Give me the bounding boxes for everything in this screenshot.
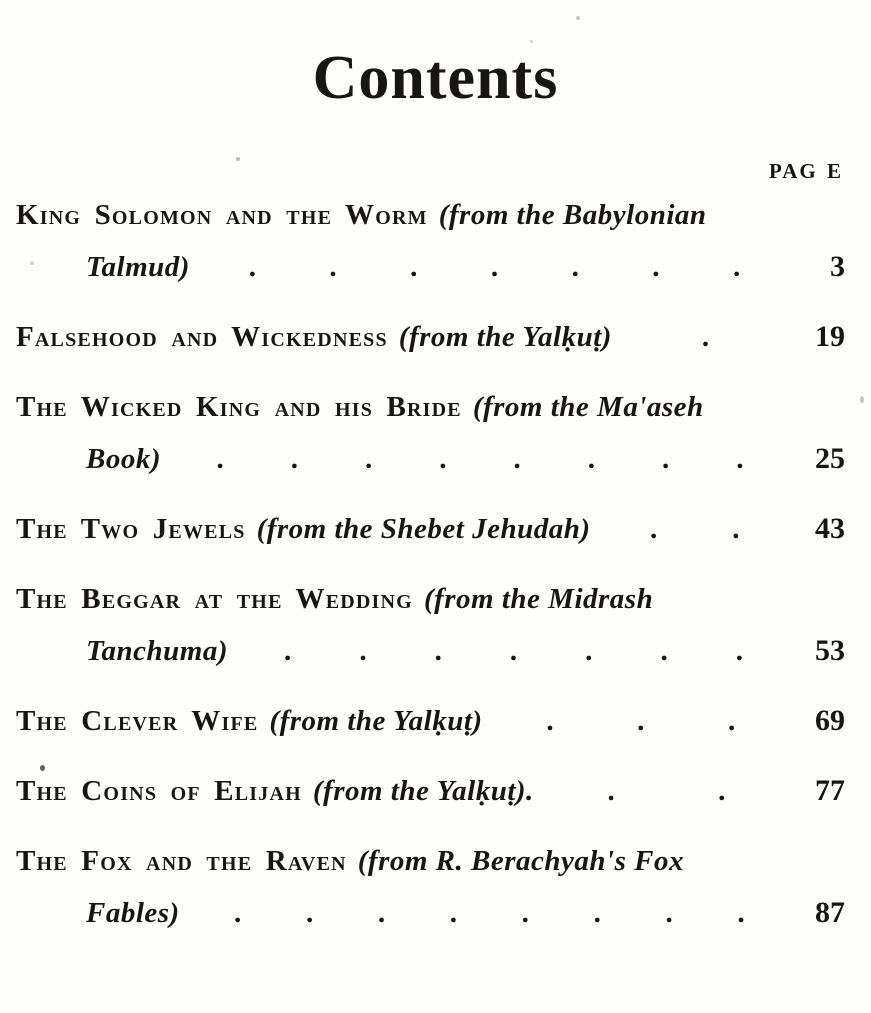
toc-entry-line — [16, 189, 845, 241]
entry-title: The Fox and the Raven — [16, 845, 347, 877]
dot-leader: . — [701, 321, 710, 353]
toc-entry-line — [16, 625, 845, 677]
entry-source-continuation: Fables) — [86, 897, 180, 929]
toc-entry-line — [16, 381, 845, 433]
toc-entry-line — [16, 433, 845, 485]
page-number: 53 — [815, 634, 845, 667]
page-number: 69 — [815, 704, 845, 737]
page-column-header: PAG E — [768, 159, 843, 183]
scan-speck — [236, 157, 240, 161]
page-number: 3 — [830, 250, 845, 283]
toc-entry-line — [16, 887, 845, 939]
toc-entry — [16, 381, 845, 485]
dot-leader: . . . — [546, 705, 736, 737]
toc-entry-line — [16, 835, 845, 887]
entry-title: The Beggar at the Wedding — [16, 583, 413, 615]
entry-source: (from R. Berachyah's Fox — [357, 845, 684, 877]
page-number: 87 — [815, 896, 845, 929]
scan-speck — [530, 40, 533, 43]
dot-leader: . . — [607, 775, 726, 807]
entry-title: The Wicked King and his Bride — [16, 391, 462, 423]
dot-leader: . . — [650, 513, 740, 545]
toc-entry-line — [16, 311, 845, 363]
toc-entry — [16, 573, 845, 677]
toc-entry — [16, 503, 845, 555]
scan-speck — [860, 396, 864, 403]
dot-leader: . . . . . . . — [284, 635, 743, 667]
scan-speck — [576, 16, 580, 20]
table-of-contents — [0, 182, 871, 939]
toc-entry-line — [16, 695, 845, 747]
entry-title: Falsehood and Wickedness — [16, 321, 388, 353]
entry-title: The Clever Wife — [16, 705, 259, 737]
entry-title: The Coins of Elijah — [16, 775, 302, 807]
entry-source: (from the Yalḳuṭ) — [269, 705, 483, 737]
page-number: 19 — [815, 320, 845, 353]
toc-entry — [16, 695, 845, 747]
toc-entry — [16, 835, 845, 939]
entry-source: (from the Ma'aseh — [472, 391, 704, 423]
scan-speck — [30, 261, 34, 265]
toc-entry — [16, 311, 845, 363]
entry-source: (from the Midrash — [423, 583, 654, 615]
dot-leader: . . . . . . . . — [234, 897, 745, 929]
page-number: 77 — [815, 774, 845, 807]
entry-title: The Two Jewels — [16, 513, 246, 545]
toc-entry-line — [16, 503, 845, 555]
page-title: Contents — [312, 44, 559, 112]
dot-leader: . . . . . . . — [248, 251, 741, 283]
page-number: 25 — [815, 442, 845, 475]
entry-source-continuation: Tanchuma) — [86, 635, 229, 667]
toc-entry — [16, 189, 845, 293]
entry-source: (from the Shebet Jehudah) — [256, 513, 591, 545]
entry-source-continuation: Talmud) — [86, 251, 190, 283]
entry-source: (from the Babylonian — [438, 199, 707, 231]
toc-entry — [16, 765, 845, 817]
entry-title: King Solomon and the Worm — [16, 199, 428, 231]
scan-speck — [40, 765, 45, 771]
dot-leader: . . . . . . . . — [216, 443, 744, 475]
entry-source: (from the Yalḳuṭ) — [398, 321, 612, 353]
toc-entry-line — [16, 241, 845, 293]
entry-source: (from the Yalḳuṭ). — [312, 775, 534, 807]
toc-entry-line — [16, 765, 845, 817]
entry-source-continuation: Book) — [86, 443, 161, 475]
page-number: 43 — [815, 512, 845, 545]
toc-entry-line — [16, 573, 845, 625]
